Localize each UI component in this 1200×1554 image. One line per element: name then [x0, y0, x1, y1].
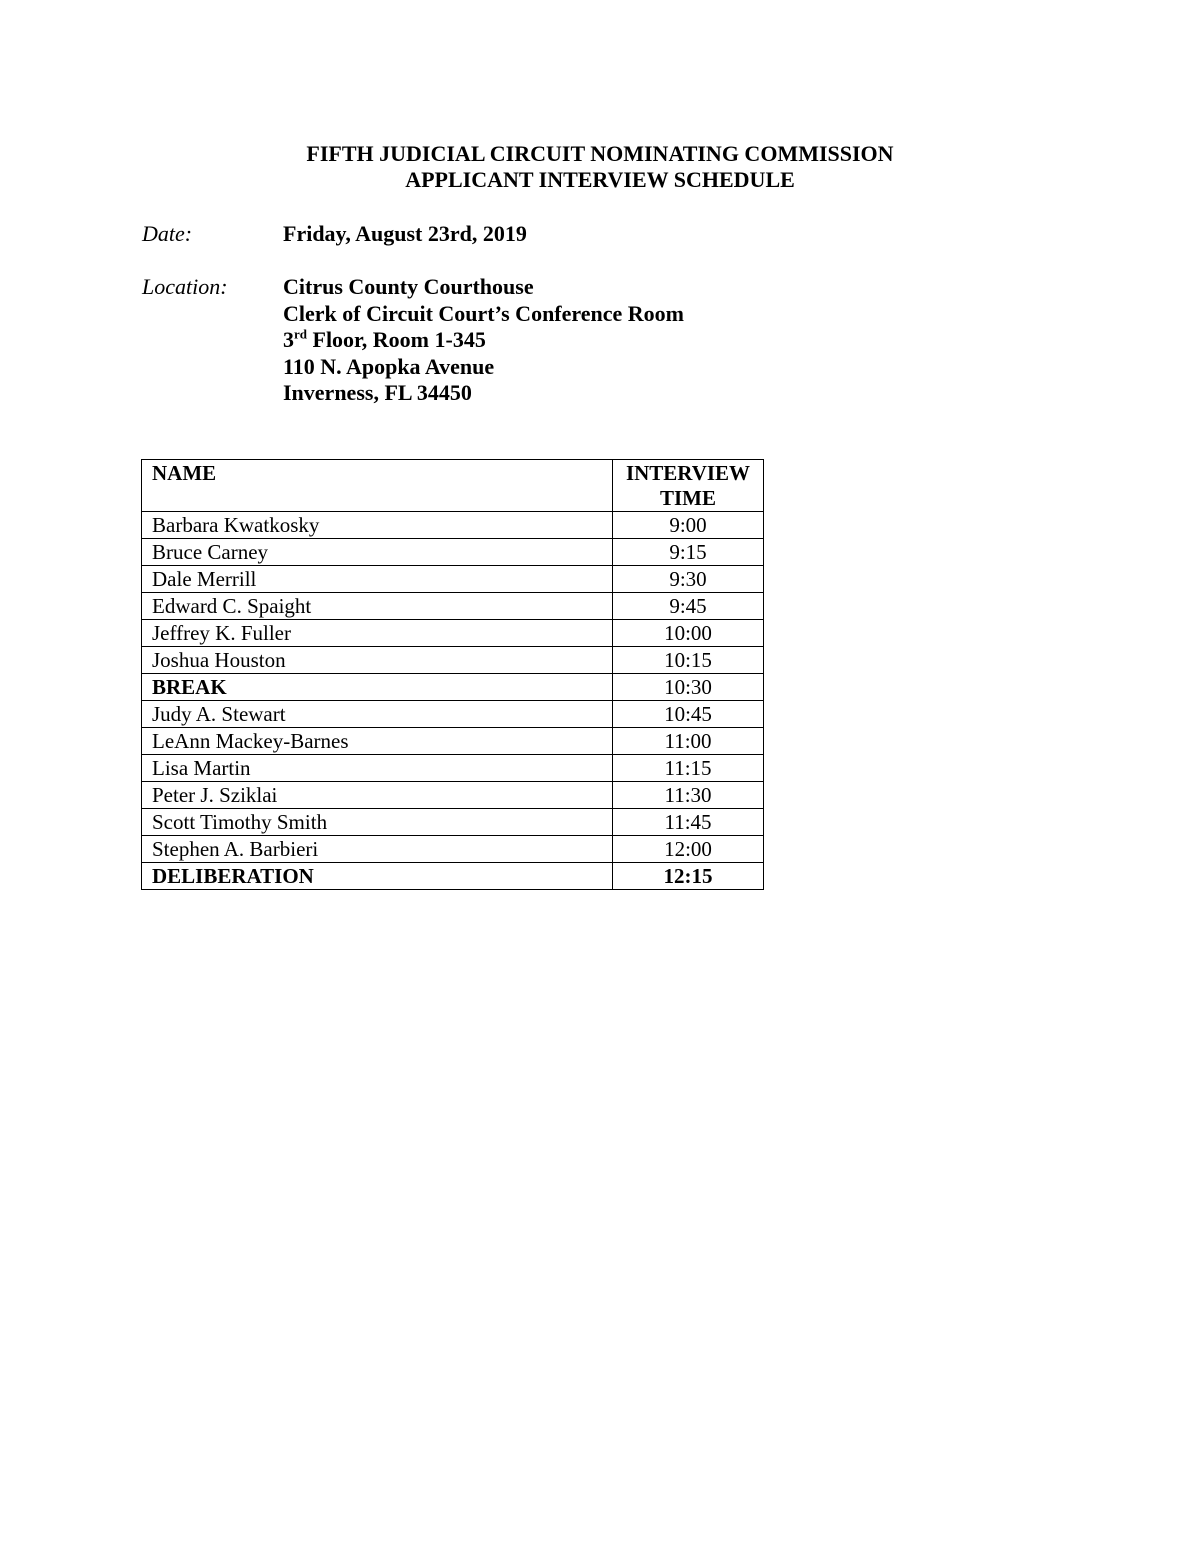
date-value — [283, 221, 527, 248]
break-time: 10:30 — [613, 674, 764, 701]
time-column-header — [613, 460, 764, 512]
table-row — [142, 728, 764, 755]
interview-time: 10:45 — [613, 701, 764, 728]
table-row — [142, 782, 764, 809]
interview-time: 10:00 — [613, 620, 764, 647]
table-row — [142, 836, 764, 863]
location-city: Inverness, FL 34450 — [283, 380, 472, 405]
applicant-name: Judy A. Stewart — [142, 701, 613, 728]
date-label: Date: — [142, 221, 193, 246]
applicant-name: Dale Merrill — [142, 566, 613, 593]
applicant-name: Joshua Houston — [142, 647, 613, 674]
location-address — [283, 274, 684, 407]
interview-time: 9:15 — [613, 539, 764, 566]
interview-time: 11:15 — [613, 755, 764, 782]
document-title: FIFTH JUDICIAL CIRCUIT NOMINATING COMMISSION — [306, 141, 894, 166]
location-floor — [283, 327, 684, 354]
table-row — [142, 701, 764, 728]
location-label: Location: — [142, 274, 228, 299]
applicant-name: Edward C. Spaight — [142, 593, 613, 620]
interview-time: 9:00 — [613, 512, 764, 539]
floor-number: 3 — [283, 327, 294, 352]
applicant-name: LeAnn Mackey-Barnes — [142, 728, 613, 755]
table-row — [142, 647, 764, 674]
applicant-name: Lisa Martin — [142, 755, 613, 782]
table-row — [142, 620, 764, 647]
floor-suffix: rd — [294, 326, 307, 342]
date-text: Friday, August 23rd, 2019 — [283, 221, 527, 246]
interview-time: 10:15 — [613, 647, 764, 674]
applicant-name: Barbara Kwatkosky — [142, 512, 613, 539]
applicant-name: Stephen A. Barbieri — [142, 836, 613, 863]
interview-time: 11:30 — [613, 782, 764, 809]
location-street: 110 N. Apopka Avenue — [283, 353, 495, 379]
floor-room: Floor, Room 1-345 — [307, 327, 486, 352]
deliberation-label: DELIBERATION — [142, 863, 613, 890]
break-row — [142, 674, 764, 701]
time-header-line2: TIME — [659, 486, 716, 510]
applicant-name: Scott Timothy Smith — [142, 809, 613, 836]
applicant-name: Peter J. Sziklai — [142, 782, 613, 809]
time-header-line1: INTERVIEW — [625, 461, 751, 485]
table-row — [142, 566, 764, 593]
document-subtitle: APPLICANT INTERVIEW SCHEDULE — [405, 167, 795, 192]
location-room-name: Clerk of Circuit Court’s Conference Room — [283, 300, 685, 326]
table-row — [142, 512, 764, 539]
table-header-row — [142, 460, 764, 512]
name-column-header: NAME — [142, 460, 613, 512]
location-building: Citrus County Courthouse — [283, 274, 534, 299]
interview-time: 9:30 — [613, 566, 764, 593]
table-row — [142, 593, 764, 620]
applicant-name: Bruce Carney — [142, 539, 613, 566]
table-row — [142, 539, 764, 566]
deliberation-time: 12:15 — [613, 863, 764, 890]
break-label: BREAK — [142, 674, 613, 701]
table-row — [142, 755, 764, 782]
interview-time: 11:45 — [613, 809, 764, 836]
interview-time: 12:00 — [613, 836, 764, 863]
interview-time: 9:45 — [613, 593, 764, 620]
interview-time: 11:00 — [613, 728, 764, 755]
applicant-name: Jeffrey K. Fuller — [142, 620, 613, 647]
table-row — [142, 809, 764, 836]
deliberation-row — [142, 863, 764, 890]
interview-schedule-table — [141, 459, 764, 890]
